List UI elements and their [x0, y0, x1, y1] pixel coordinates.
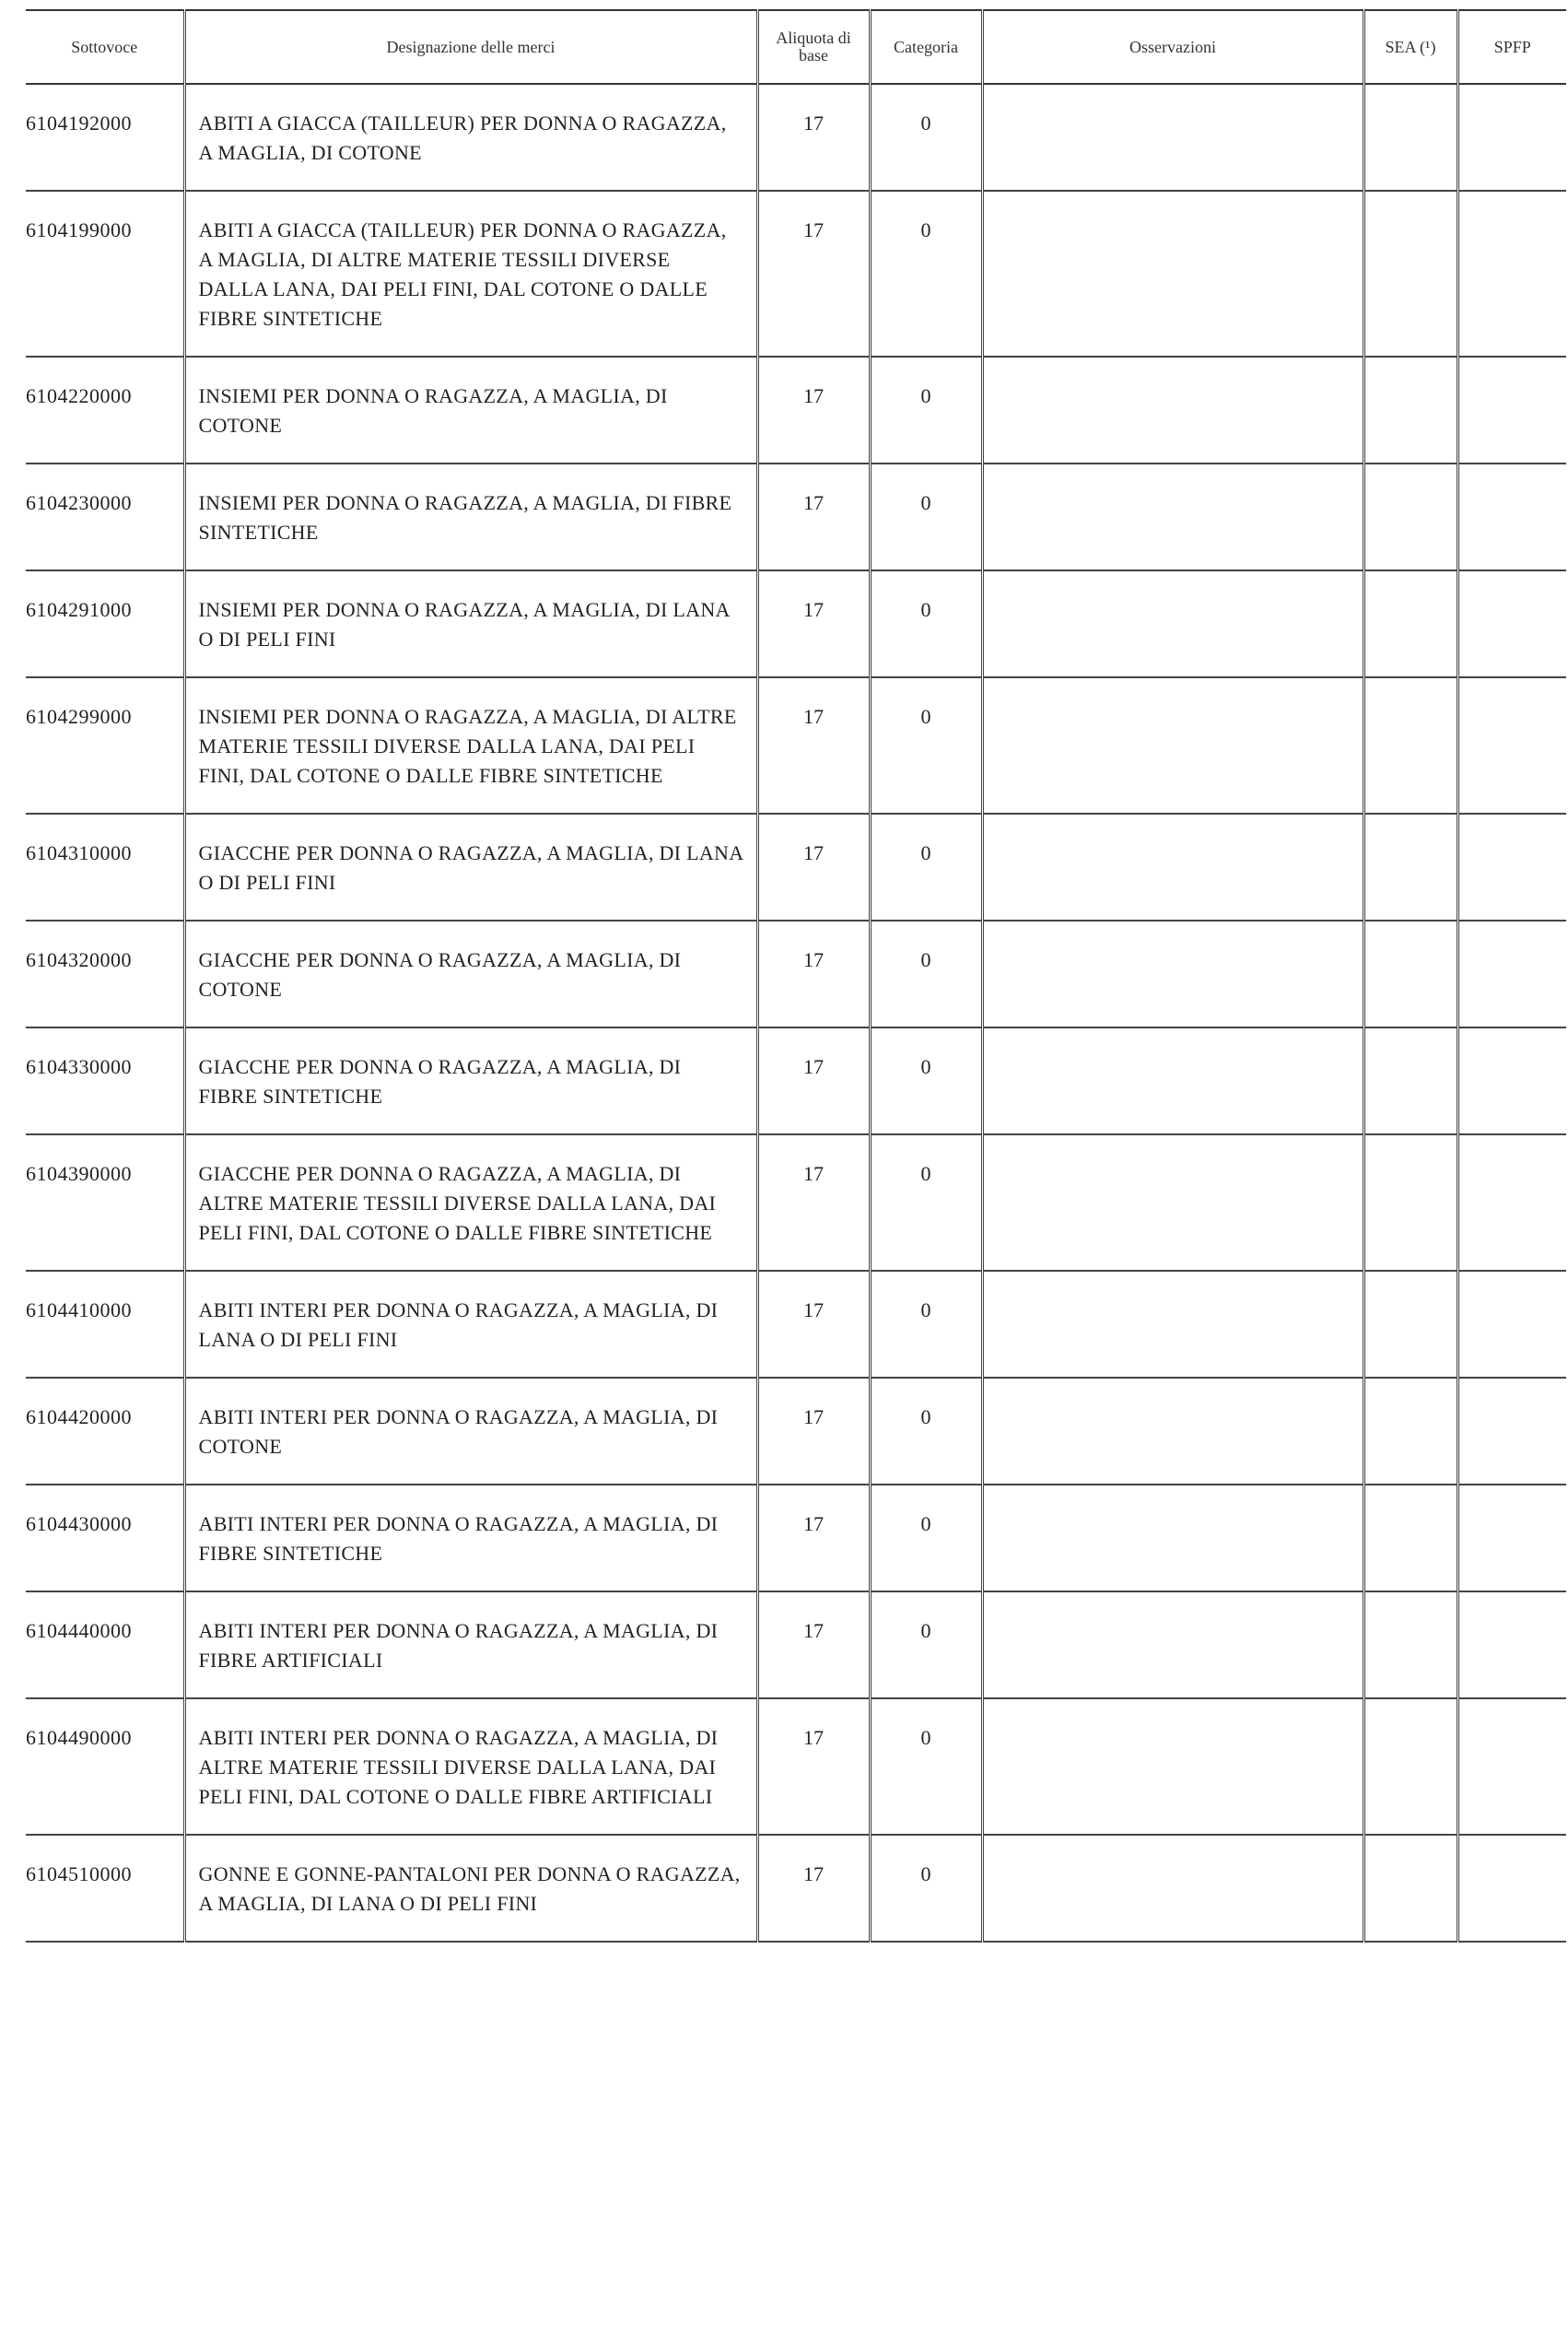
cell-description: INSIEMI PER DONNA O RAGAZZA, A MAGLIA, DI LANA O DI PELI FINI — [184, 570, 757, 677]
cell-description: GIACCHE PER DONNA O RAGAZZA, A MAGLIA, DI LANA O DI PELI FINI — [184, 814, 757, 921]
cell-description: INSIEMI PER DONNA O RAGAZZA, A MAGLIA, DI ALTRE MATERIE TESSILI DIVERSE DALLA LANA, DAI PELI FINI, DAL COTONE O DALLE FIBRE SINTETICHE — [184, 677, 757, 814]
table-row — [26, 1378, 1566, 1485]
cell-code: 6104510000 — [26, 1835, 184, 1942]
cell-remarks — [982, 1485, 1363, 1591]
cell-remarks — [982, 84, 1363, 191]
cell-description: ABITI INTERI PER DONNA O RAGAZZA, A MAGLIA, DI FIBRE SINTETICHE — [184, 1485, 757, 1591]
cell-category: 0 — [870, 1027, 982, 1134]
cell-category: 0 — [870, 1378, 982, 1485]
cell-remarks — [982, 814, 1363, 921]
cell-category: 0 — [870, 814, 982, 921]
cell-remarks — [982, 1134, 1363, 1271]
cell-description: ABITI INTERI PER DONNA O RAGAZZA, A MAGLIA, DI FIBRE ARTIFICIALI — [184, 1591, 757, 1698]
header-category: Categoria — [870, 10, 982, 84]
table-row — [26, 464, 1566, 570]
cell-code: 6104291000 — [26, 570, 184, 677]
cell-description: ABITI INTERI PER DONNA O RAGAZZA, A MAGLIA, DI COTONE — [184, 1378, 757, 1485]
cell-code: 6104220000 — [26, 357, 184, 464]
cell-category: 0 — [870, 1591, 982, 1698]
cell-base-rate: 17 — [757, 1271, 870, 1378]
cell-base-rate: 17 — [757, 1134, 870, 1271]
cell-sea — [1363, 84, 1457, 191]
cell-base-rate: 17 — [757, 1698, 870, 1835]
cell-spfp — [1457, 570, 1566, 677]
table-row — [26, 1698, 1566, 1835]
cell-category: 0 — [870, 570, 982, 677]
header-description: Designazione delle merci — [184, 10, 757, 84]
cell-code: 6104390000 — [26, 1134, 184, 1271]
cell-remarks — [982, 1027, 1363, 1134]
header-sea: SEA (¹) — [1363, 10, 1457, 84]
cell-remarks — [982, 1698, 1363, 1835]
table-row — [26, 84, 1566, 191]
cell-description: ABITI INTERI PER DONNA O RAGAZZA, A MAGLIA, DI LANA O DI PELI FINI — [184, 1271, 757, 1378]
cell-code: 6104430000 — [26, 1485, 184, 1591]
cell-sea — [1363, 677, 1457, 814]
cell-spfp — [1457, 357, 1566, 464]
table-row — [26, 1485, 1566, 1591]
cell-sea — [1363, 1271, 1457, 1378]
cell-category: 0 — [870, 1271, 982, 1378]
cell-sea — [1363, 191, 1457, 357]
cell-remarks — [982, 357, 1363, 464]
cell-spfp — [1457, 814, 1566, 921]
cell-sea — [1363, 570, 1457, 677]
cell-base-rate: 17 — [757, 814, 870, 921]
cell-sea — [1363, 464, 1457, 570]
table-row — [26, 1027, 1566, 1134]
cell-category: 0 — [870, 464, 982, 570]
table-row — [26, 1271, 1566, 1378]
cell-base-rate: 17 — [757, 1027, 870, 1134]
table-row — [26, 1591, 1566, 1698]
cell-code: 6104310000 — [26, 814, 184, 921]
cell-base-rate: 17 — [757, 1378, 870, 1485]
cell-description: GIACCHE PER DONNA O RAGAZZA, A MAGLIA, DI ALTRE MATERIE TESSILI DIVERSE DALLA LANA, DAI PELI FINI, DAL COTONE O DALLE FIBRE SINTETICHE — [184, 1134, 757, 1271]
cell-description: INSIEMI PER DONNA O RAGAZZA, A MAGLIA, DI FIBRE SINTETICHE — [184, 464, 757, 570]
table-row — [26, 570, 1566, 677]
cell-remarks — [982, 677, 1363, 814]
cell-category: 0 — [870, 1485, 982, 1591]
cell-sea — [1363, 1378, 1457, 1485]
cell-spfp — [1457, 677, 1566, 814]
cell-base-rate: 17 — [757, 1835, 870, 1942]
cell-spfp — [1457, 1134, 1566, 1271]
cell-category: 0 — [870, 921, 982, 1027]
cell-spfp — [1457, 1485, 1566, 1591]
cell-spfp — [1457, 464, 1566, 570]
cell-category: 0 — [870, 677, 982, 814]
cell-code: 6104199000 — [26, 191, 184, 357]
cell-remarks — [982, 1835, 1363, 1942]
cell-category: 0 — [870, 191, 982, 357]
tariff-table — [26, 9, 1566, 1943]
cell-sea — [1363, 921, 1457, 1027]
cell-sea — [1363, 1698, 1457, 1835]
cell-sea — [1363, 1835, 1457, 1942]
header-spfp: SPFP — [1457, 10, 1566, 84]
cell-description: ABITI INTERI PER DONNA O RAGAZZA, A MAGLIA, DI ALTRE MATERIE TESSILI DIVERSE DALLA LANA, DAI PELI FINI, DAL COTONE O DALLE FIBRE ARTIFICIALI — [184, 1698, 757, 1835]
cell-spfp — [1457, 1591, 1566, 1698]
cell-base-rate: 17 — [757, 191, 870, 357]
cell-description: GIACCHE PER DONNA O RAGAZZA, A MAGLIA, DI COTONE — [184, 921, 757, 1027]
cell-spfp — [1457, 1027, 1566, 1134]
cell-sea — [1363, 1485, 1457, 1591]
cell-base-rate: 17 — [757, 464, 870, 570]
cell-description: GONNE E GONNE-PANTALONI PER DONNA O RAGAZZA, A MAGLIA, DI LANA O DI PELI FINI — [184, 1835, 757, 1942]
cell-base-rate: 17 — [757, 570, 870, 677]
cell-base-rate: 17 — [757, 357, 870, 464]
cell-base-rate: 17 — [757, 921, 870, 1027]
cell-code: 6104420000 — [26, 1378, 184, 1485]
cell-category: 0 — [870, 357, 982, 464]
cell-spfp — [1457, 191, 1566, 357]
cell-spfp — [1457, 1271, 1566, 1378]
cell-code: 6104299000 — [26, 677, 184, 814]
table-row — [26, 1134, 1566, 1271]
cell-spfp — [1457, 84, 1566, 191]
table-row — [26, 357, 1566, 464]
cell-base-rate: 17 — [757, 1485, 870, 1591]
table-row — [26, 677, 1566, 814]
cell-category: 0 — [870, 1835, 982, 1942]
cell-remarks — [982, 464, 1363, 570]
table-row — [26, 921, 1566, 1027]
cell-sea — [1363, 1591, 1457, 1698]
cell-category: 0 — [870, 1134, 982, 1271]
cell-spfp — [1457, 1835, 1566, 1942]
cell-code: 6104192000 — [26, 84, 184, 191]
cell-spfp — [1457, 1378, 1566, 1485]
cell-sea — [1363, 1027, 1457, 1134]
table-row — [26, 1835, 1566, 1942]
cell-code: 6104440000 — [26, 1591, 184, 1698]
cell-description: ABITI A GIACCA (TAILLEUR) PER DONNA O RAGAZZA, A MAGLIA, DI COTONE — [184, 84, 757, 191]
cell-description: ABITI A GIACCA (TAILLEUR) PER DONNA O RAGAZZA, A MAGLIA, DI ALTRE MATERIE TESSILI DIVERSE DALLA LANA, DAI PELI FINI, DAL COTONE O DALLE FIBRE SINTETICHE — [184, 191, 757, 357]
cell-remarks — [982, 1378, 1363, 1485]
cell-remarks — [982, 1271, 1363, 1378]
cell-spfp — [1457, 1698, 1566, 1835]
cell-remarks — [982, 921, 1363, 1027]
header-base-rate: Aliquota di base — [757, 10, 870, 84]
cell-category: 0 — [870, 1698, 982, 1835]
cell-code: 6104230000 — [26, 464, 184, 570]
cell-code: 6104320000 — [26, 921, 184, 1027]
table-body — [26, 84, 1566, 1942]
cell-spfp — [1457, 921, 1566, 1027]
table-row — [26, 191, 1566, 357]
header-remarks: Osservazioni — [982, 10, 1363, 84]
cell-base-rate: 17 — [757, 677, 870, 814]
cell-code: 6104410000 — [26, 1271, 184, 1378]
header-code: Sottovoce — [26, 10, 184, 84]
cell-sea — [1363, 814, 1457, 921]
cell-code: 6104330000 — [26, 1027, 184, 1134]
cell-base-rate: 17 — [757, 1591, 870, 1698]
cell-base-rate: 17 — [757, 84, 870, 191]
cell-code: 6104490000 — [26, 1698, 184, 1835]
cell-description: INSIEMI PER DONNA O RAGAZZA, A MAGLIA, DI COTONE — [184, 357, 757, 464]
cell-remarks — [982, 1591, 1363, 1698]
table-row — [26, 814, 1566, 921]
cell-remarks — [982, 570, 1363, 677]
cell-remarks — [982, 191, 1363, 357]
cell-category: 0 — [870, 84, 982, 191]
cell-description: GIACCHE PER DONNA O RAGAZZA, A MAGLIA, DI FIBRE SINTETICHE — [184, 1027, 757, 1134]
cell-sea — [1363, 1134, 1457, 1271]
cell-sea — [1363, 357, 1457, 464]
header-row — [26, 10, 1566, 84]
